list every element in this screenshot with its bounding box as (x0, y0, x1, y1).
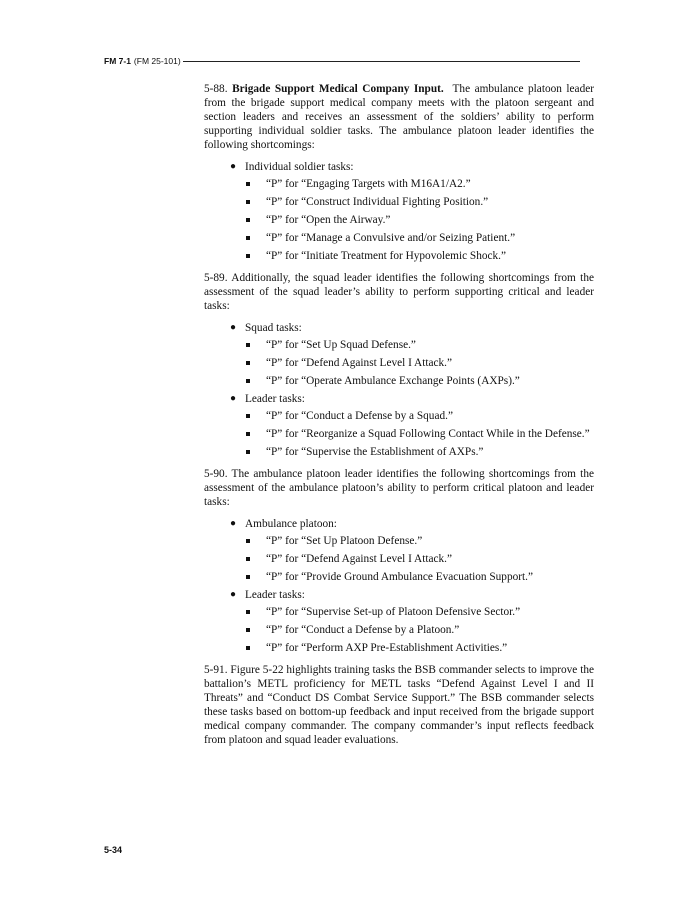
task-item: “P” for “Provide Ground Ambulance Evacuation Support.” (266, 570, 594, 584)
square-bullet-icon (246, 379, 250, 383)
task-item: “P” for “Supervise the Establishment of AXPs.” (266, 445, 594, 459)
paragraph-5-90: 5-90. The ambulance platoon leader identifies the following shortcomings from the assessment of the ambulance platoon’s ability to perform critical platoon and leader tasks: (204, 468, 594, 508)
task-item: “P” for “Defend Against Level I Attack.” (266, 356, 594, 370)
task-items (245, 177, 594, 263)
task-group-label: Ambulance platoon: (245, 518, 337, 530)
task-group-label: Leader tasks: (245, 589, 305, 601)
task-group (230, 160, 594, 263)
task-item: “P” for “Construct Individual Fighting Position.” (266, 195, 594, 209)
square-bullet-icon (246, 646, 250, 650)
task-item: “P” for “Manage a Convulsive and/or Seizing Patient.” (266, 231, 594, 245)
page-body (204, 82, 594, 755)
task-items (245, 534, 594, 584)
task-item: “P” for “Set Up Platoon Defense.” (266, 534, 594, 548)
square-bullet-icon (246, 361, 250, 365)
square-bullet-icon (246, 575, 250, 579)
square-bullet-icon (246, 628, 250, 632)
square-bullet-icon (246, 343, 250, 347)
task-item: “P” for “Set Up Squad Defense.” (266, 338, 594, 352)
square-bullet-icon (246, 539, 250, 543)
task-list-5-90 (204, 517, 594, 655)
paragraph-5-89: 5-89. Additionally, the squad leader identifies the following shortcomings from the assessment of the squad leader’s ability to perform supporting critical and leader tasks: (204, 272, 594, 312)
square-bullet-icon (246, 236, 250, 240)
task-items (245, 605, 594, 655)
round-bullet-icon: ● (230, 393, 237, 404)
task-item: “P” for “Operate Ambulance Exchange Points (AXPs).” (266, 374, 594, 388)
paragraph-5-91: 5-91. Figure 5-22 highlights training tasks the BSB commander selects to improve the battalion’s METL proficiency for METL tasks “Defend Against Level I and II Threats” and “Conduct DS Combat Service Support.” The BSB commander selects these tasks based on bottom-up feedback and input received from the brigade support medical company commander. The company commander’s input reflects feedback from platoon and squad leader evaluations. (204, 664, 594, 746)
square-bullet-icon (246, 610, 250, 614)
square-bullet-icon (246, 414, 250, 418)
square-bullet-icon (246, 557, 250, 561)
round-bullet-icon: ● (230, 518, 237, 529)
task-group-label: Individual soldier tasks: (245, 161, 354, 173)
paragraph-5-88 (204, 82, 594, 152)
manual-supersedes: (FM 25-101) (133, 56, 181, 66)
task-group-label: Squad tasks: (245, 322, 302, 334)
task-group (230, 392, 594, 459)
task-group (230, 321, 594, 388)
task-items (245, 409, 594, 459)
task-group (230, 517, 594, 584)
round-bullet-icon: ● (230, 161, 237, 172)
task-group (230, 588, 594, 655)
paragraph-heading: Brigade Support Medical Company Input. (232, 83, 444, 95)
task-item: “P” for “Open the Airway.” (266, 213, 594, 227)
square-bullet-icon (246, 432, 250, 436)
task-item: “P” for “Reorganize a Squad Following Contact While in the Defense.” (266, 427, 594, 441)
page-number: 5-34 (104, 845, 123, 855)
paragraph-text: The ambulance platoon leader from the brigade support medical company meets with the platoon sergeant and section leaders and receives an assessment of the soldiers’ ability to perform supporting individual soldier tasks. The ambulance platoon leader identifies the following shortcomings: (204, 83, 595, 151)
task-item: “P” for “Engaging Targets with M16A1/A2.” (266, 177, 594, 191)
task-item: “P” for “Defend Against Level I Attack.” (266, 552, 594, 566)
running-header (104, 54, 580, 68)
round-bullet-icon: ● (230, 589, 237, 600)
square-bullet-icon (246, 182, 250, 186)
manual-number: FM 7-1 (104, 56, 131, 66)
header-rule (183, 61, 580, 62)
task-group-label: Leader tasks: (245, 393, 305, 405)
square-bullet-icon (246, 218, 250, 222)
task-item: “P” for “Perform AXP Pre-Establishment Activities.” (266, 641, 594, 655)
task-item: “P” for “Conduct a Defense by a Squad.” (266, 409, 594, 423)
square-bullet-icon (246, 200, 250, 204)
square-bullet-icon (246, 254, 250, 258)
paragraph-number: 5-88. (204, 83, 228, 95)
task-item: “P” for “Conduct a Defense by a Platoon.” (266, 623, 594, 637)
task-list-5-89 (204, 321, 594, 459)
task-items (245, 338, 594, 388)
round-bullet-icon: ● (230, 322, 237, 333)
task-item: “P” for “Initiate Treatment for Hypovolemic Shock.” (266, 249, 594, 263)
square-bullet-icon (246, 450, 250, 454)
task-list-5-88 (204, 160, 594, 263)
task-item: “P” for “Supervise Set-up of Platoon Defensive Sector.” (266, 605, 594, 619)
